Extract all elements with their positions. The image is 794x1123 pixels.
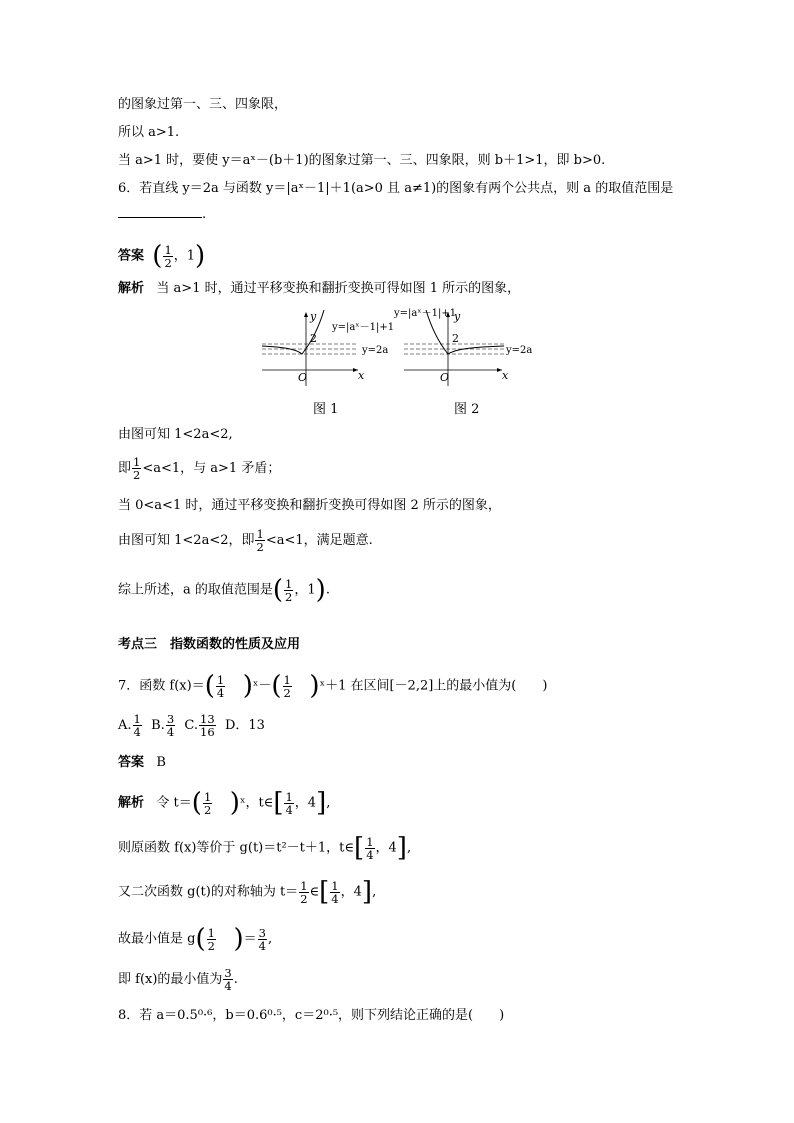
fraction: $\frac{1}{2}$: [164, 242, 172, 270]
figure-1-caption: 图 1: [313, 402, 339, 417]
text: .: [233, 972, 238, 987]
left-paren: (: [195, 924, 206, 954]
left-paren: (: [152, 241, 163, 271]
svg-text:y=2a: y=2a: [506, 345, 533, 356]
fraction: $\frac{1}{2}$: [285, 576, 293, 604]
answer-blank: [118, 205, 202, 218]
text: ˣ＋1 在区间[－2,2]上的最小值为( ): [319, 678, 548, 694]
options-7: [118, 713, 265, 738]
fraction: $\frac{1}{2}$: [283, 672, 291, 700]
fraction: $\frac{1}{2}$: [256, 527, 264, 554]
fraction: $\frac{1}{4}$: [133, 712, 141, 739]
right-paren: ): [229, 788, 240, 818]
figure-1-and-2: [258, 308, 548, 390]
text: ˣ，t∈: [239, 795, 274, 811]
right-bracket: ]: [361, 877, 373, 907]
text-line: [118, 456, 280, 481]
svg-text:x: x: [358, 369, 365, 382]
fraction: $\frac{1}{4}$: [285, 789, 293, 817]
svg-text:y=|aˣ－1|+1: y=|aˣ－1|+1: [332, 322, 395, 333]
question-8: 8．若 a＝0.5⁰·⁶，b＝0.6⁰·⁵，c＝2⁰·⁵，则下列结论正确的是( ): [118, 1008, 505, 1023]
text-line: 的图象过第一、三、四象限，: [118, 97, 288, 112]
text: ,: [406, 840, 412, 856]
fraction: $\frac{1}{2}$: [133, 455, 141, 482]
section-heading: 考点三 指数函数的性质及应用: [118, 637, 301, 652]
solution-text: 当 a>1 时，通过平移变换和翻折变换可得如图 1 所示的图象，: [156, 281, 521, 296]
fraction: $\frac{1}{4}$: [331, 878, 339, 906]
svg-text:O: O: [440, 371, 450, 384]
solution-label: 解析: [118, 281, 145, 296]
text: ，4: [294, 795, 317, 811]
figure-2: [393, 308, 532, 386]
text: 又二次函数 g(t)的对称轴为 t＝: [118, 884, 299, 900]
fraction: $\frac{3}{4}$: [166, 712, 175, 739]
svg-text:y=2a: y=2a: [362, 345, 389, 356]
option-a: A.: [118, 718, 132, 733]
text: 即 f(x)的最小值为: [118, 972, 223, 987]
answer-6: [118, 243, 205, 269]
solution-7-line-4: [118, 926, 272, 952]
text: <a<1，满足题意.: [265, 533, 373, 548]
fraction: $\frac{1}{2}$: [207, 925, 215, 953]
period: .: [202, 207, 207, 222]
svg-text:2: 2: [452, 332, 459, 345]
left-bracket: [: [319, 877, 330, 907]
answer-value: B: [156, 755, 166, 770]
answer-tail: ，1: [173, 248, 196, 264]
left-bracket: [: [354, 833, 365, 863]
text: ˣ－: [252, 678, 272, 694]
text-line: 当 0<a<1 时，通过平移变换和翻折变换可得如图 2 所示的图象，: [118, 498, 501, 513]
right-paren: ): [195, 241, 206, 271]
text: ,: [372, 884, 377, 900]
svg-text:y: y: [454, 310, 461, 323]
answer-label: 答案: [118, 248, 145, 264]
option-b: B.: [151, 718, 165, 733]
right-bracket: ]: [316, 788, 327, 818]
text: ,: [326, 795, 331, 811]
svg-text:2: 2: [310, 332, 317, 345]
solution-7-line-2: [118, 835, 411, 861]
figure-1: [262, 310, 394, 386]
fraction: $\frac{1}{4}$: [216, 672, 225, 700]
text: ，4: [375, 840, 397, 856]
right-paren: ): [315, 575, 326, 605]
answer-label: 答案: [118, 755, 145, 770]
fraction: $\frac{13}{16}$: [200, 712, 215, 739]
right-paren: ): [309, 671, 320, 701]
right-bracket: ]: [396, 833, 407, 863]
text: .: [325, 582, 330, 598]
text: 则原函数 f(x)等价于 g(t)＝t²－t＋1，t∈: [118, 840, 355, 856]
text: 7．函数 f(x)＝: [118, 678, 205, 694]
text: ，1: [294, 582, 316, 598]
right-paren: ): [233, 924, 244, 954]
solution-7-line-3: [118, 879, 376, 905]
solution-6: [118, 280, 520, 298]
option-d: D．13: [224, 718, 265, 733]
question-6: 6．若直线 y＝2a 与函数 y＝|aˣ－1|＋1(a>0 且 a≠1)的图象有两个公共点，则 a 的取值范围是: [118, 181, 674, 196]
fraction: $\frac{1}{4}$: [366, 834, 374, 862]
left-paren: (: [272, 575, 284, 605]
text: 由图可知 1<2a<2，即: [118, 533, 255, 548]
solution-7-line-5: [118, 967, 238, 992]
text-line: [118, 528, 373, 553]
fraction: $\frac{1}{2}$: [300, 878, 308, 906]
text: ，4: [340, 884, 362, 900]
text: ∈: [309, 884, 320, 900]
text: <a<1，与 a>1 矛盾；: [142, 461, 281, 476]
answer-7: [118, 754, 166, 772]
text: ＝: [243, 931, 257, 947]
svg-text:y: y: [310, 310, 317, 323]
text-line: 所以 a>1.: [118, 125, 180, 140]
svg-text:O: O: [298, 371, 308, 384]
left-paren: (: [191, 788, 202, 818]
text: 故最小值是 g: [118, 931, 196, 947]
option-c: C.: [184, 718, 199, 733]
text: 令 t＝: [156, 795, 192, 811]
text-line: 当 a>1 时，要使 y＝aˣ－(b＋1)的图象过第一、三、四象限，则 b＋1>1，即 b>0.: [118, 153, 606, 168]
left-bracket: [: [273, 788, 284, 818]
answer-blank-line: [118, 205, 206, 224]
text-line: 由图可知 1<2a<2,: [118, 427, 233, 442]
fraction: $\frac{3}{4}$: [258, 925, 266, 953]
figure-2-caption: 图 2: [454, 402, 480, 417]
left-paren: (: [271, 671, 282, 701]
svg-text:y=|aˣ－1|+1: y=|aˣ－1|+1: [394, 308, 457, 319]
left-paren: (: [204, 671, 215, 701]
solution-7-line-1: [118, 790, 330, 816]
solution-label: 解析: [118, 795, 145, 811]
text: ,: [267, 931, 273, 947]
fraction: $\frac{3}{4}$: [224, 966, 232, 993]
text: 即: [118, 461, 132, 476]
question-7: [118, 673, 547, 699]
right-paren: ): [242, 671, 253, 701]
svg-text:x: x: [502, 369, 509, 382]
text: 综上所述，a 的取值范围是: [118, 582, 273, 598]
fraction: $\frac{1}{2}$: [203, 789, 212, 817]
text-line: [118, 577, 330, 603]
